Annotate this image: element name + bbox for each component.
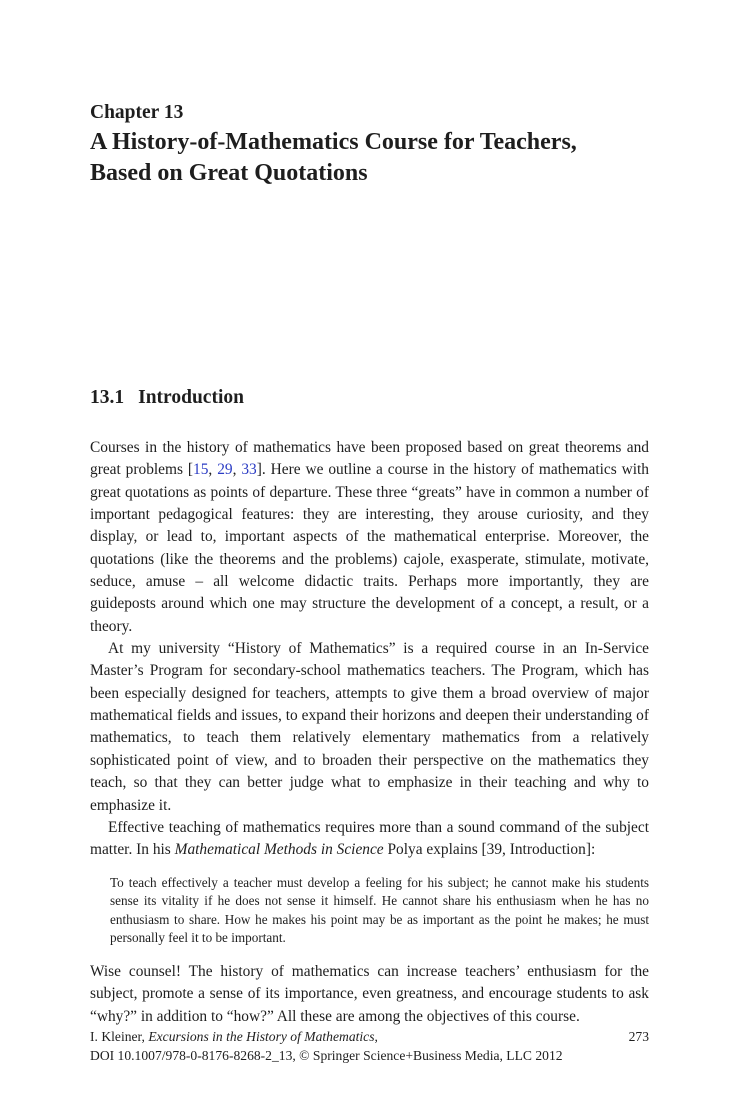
paragraph-4: Wise counsel! The history of mathematics can increase teachers’ enthusiasm for the subject, promote a sense of its importance, even greatness, and encourage students to ask “why?” in addition to “how?” All these are among the objectives of this course. <box>90 962 649 1025</box>
footer-comma: , <box>374 1029 378 1044</box>
paragraph-3-text-before: Effective teaching of mathematics requires more than a sound command of the subject matter. In his <box>90 818 649 859</box>
paragraph-3 <box>90 817 649 862</box>
citation-separator: , <box>232 461 242 479</box>
body-text <box>90 437 649 1028</box>
paragraph-1-text-before: Courses in the history of mathematics have been proposed based on great theorems and great problems [ <box>90 439 649 479</box>
page-content <box>90 0 649 1028</box>
citation-link-15[interactable]: 15 <box>193 461 209 479</box>
footer-citation-line <box>90 1028 649 1047</box>
page-number: 273 <box>628 1029 649 1044</box>
chapter-label: Chapter 13 <box>90 102 184 123</box>
footer-doi-line: DOI 10.1007/978-0-8176-8268-2_13, © Springer Science+Business Media, LLC 2012 <box>90 1047 563 1063</box>
chapter-title-line1: A History-of-Mathematics Course for Teachers, <box>90 129 577 155</box>
paragraph-2: At my university “History of Mathematics” is a required course in an In-Service Master’s Program for secondary-school mathematics teachers. The Program, which has been especially designed for teachers, attempts to give them a broad overview of major mathematical fields and issues, to expand their horizons and deepen their understanding of mathematics, to teach them relatively elementary mathematics from a relatively sophisticated point of view, and to broaden their perspective on the mathematics they teach, so that they can better judge what to emphasize in their teaching and why to emphasize it. <box>90 640 649 814</box>
footer-book-title: Excursions in the History of Mathematics <box>148 1029 375 1044</box>
page-footer <box>90 1028 649 1065</box>
citation-link-29[interactable]: 29 <box>217 461 233 479</box>
book-title-reference: Mathematical Methods in Science <box>174 841 384 859</box>
section-heading <box>90 386 649 410</box>
polya-block-quote: To teach effectively a teacher must develop a feeling for his subject; he cannot make his students sense its vitality if he does not sense it himself. He cannot share his enthusiasm when he has no enthusiasm to share. How he makes his point may be as important as the point he makes; he must personally feel it to be important. <box>110 874 649 946</box>
footer-citation <box>90 1028 378 1047</box>
paragraph-1 <box>90 437 649 638</box>
citation-link-33[interactable]: 33 <box>241 461 257 479</box>
section-number: 13.1 <box>90 387 125 408</box>
citation-separator: , <box>208 461 218 479</box>
paragraph-1-text-after: ]. Here we outline a course in the history of mathematics with great quotations as points of departure. These three “greats” have in common a number of important pedagogical features: they are interesting, they arouse curiosity, and they display, or lead to, important aspects of the mathematical enterprise. Moreover, the quotations (like the theorems and the problems) cajole, exasperate, stimulate, motivate, seduce, amuse – all welcome didactic traits. Perhaps more importantly, they are guideposts around which one may structure the development of a concept, a result, or a theory. <box>90 461 649 635</box>
chapter-title <box>90 127 649 189</box>
footer-author: I. Kleiner, <box>90 1029 149 1044</box>
section-title: Introduction <box>138 387 244 408</box>
paragraph-3-text-after: Polya explains [39, Introduction]: <box>383 841 596 859</box>
chapter-title-line2: Based on Great Quotations <box>90 160 368 186</box>
